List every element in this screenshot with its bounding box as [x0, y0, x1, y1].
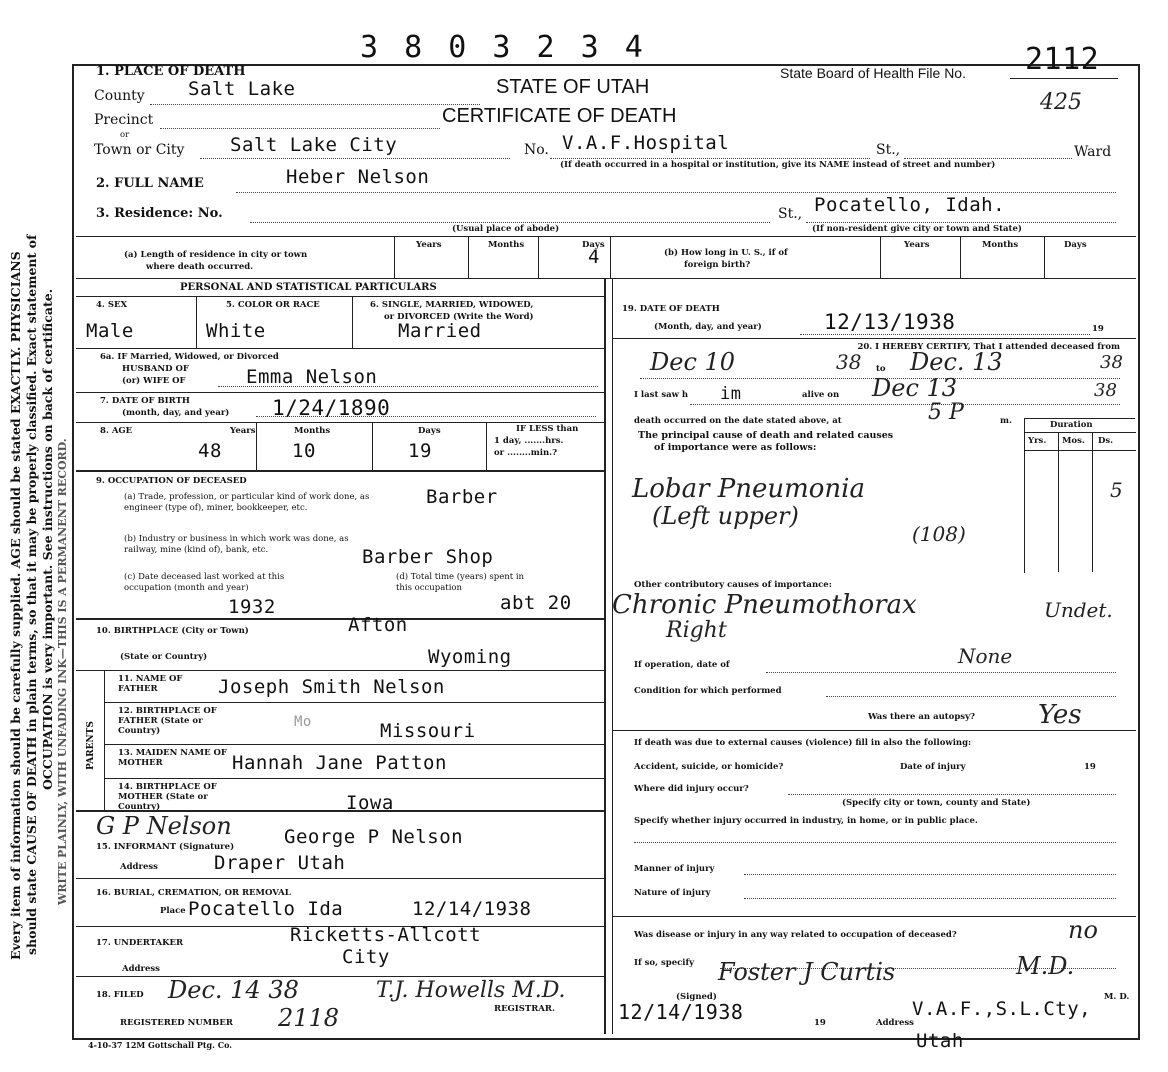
res-years-label: Years	[416, 240, 442, 250]
file-number: 2112	[1025, 42, 1100, 77]
informant-label: 15. INFORMANT (Signature)	[96, 842, 235, 852]
attended-from: Dec 10	[650, 348, 736, 376]
certificate-title: CERTIFICATE OF DEATH	[442, 105, 677, 127]
dod-value: 12/13/1938	[824, 310, 956, 334]
marital-label-b: or DIVORCED (Write the Word)	[384, 312, 534, 322]
dob-label-b: (month, day, and year)	[122, 408, 230, 418]
dob-value: 1/24/1890	[272, 396, 391, 420]
physician-address-value: V.A.F.,S.L.Cty,	[912, 998, 1092, 1020]
birth-state-value: Wyoming	[428, 646, 512, 668]
date-injury-label: Date of injury	[900, 762, 966, 772]
residence-st-label: St.,	[778, 206, 803, 222]
occupation-heading: 9. OCCUPATION OF DECEASED	[96, 476, 247, 486]
where-label: Where did injury occur?	[634, 784, 749, 794]
residence-label: 3. Residence: No.	[96, 206, 223, 221]
signed-label: (Signed)	[676, 992, 717, 1002]
age-days-label: Days	[418, 426, 441, 436]
external-label: If death was due to external causes (violence) fill in also the following:	[634, 738, 972, 748]
local-number: 425	[1040, 90, 1082, 115]
undertaker-value: Ricketts-Allcott	[290, 924, 482, 946]
cause-days: 5	[1110, 478, 1123, 502]
no-label: No.	[524, 142, 549, 158]
last-saw-label: I last saw h	[634, 390, 689, 400]
spouse-value: Emma Nelson	[246, 366, 378, 388]
physician-state-value: Utah	[916, 1030, 964, 1052]
father-birthplace-label: 12. BIRTHPLACE OF FATHER (State or Country)	[118, 706, 217, 736]
birthplace-label: 10. BIRTHPLACE (City or Town)	[96, 626, 249, 636]
age-months-value: 10	[292, 440, 316, 462]
occupation-d-label: (d) Total time (years) spent in this occupation	[396, 572, 525, 593]
birth-state-label: (State or Country)	[120, 652, 208, 662]
accident-label: Accident, suicide, or homicide?	[634, 762, 784, 772]
cause-label-a: The principal cause of death and related causes	[638, 430, 894, 441]
dod-label-a: 19. DATE OF DEATH	[622, 304, 720, 314]
contrib-value-b: Right	[666, 618, 727, 643]
usual-abode-label: (Usual place of abode)	[452, 224, 560, 234]
burial-label: 16. BURIAL, CREMATION, OR REMOVAL	[96, 888, 291, 898]
age-days-value: 19	[408, 440, 432, 462]
alive-on-value: Dec 13	[872, 374, 958, 402]
dod-label-b: (Month, day, and year)	[654, 322, 762, 332]
town-label: Town or City	[94, 142, 185, 158]
birth-city-value: Afton	[348, 614, 408, 636]
contrib-label: Other contributory causes of importance:	[634, 580, 832, 590]
hospital-value: V.A.F.Hospital	[562, 132, 730, 154]
st-label: St.,	[876, 142, 901, 158]
res-months-label: Months	[488, 240, 525, 250]
spouse-label-c: (or) WIFE OF	[122, 376, 186, 386]
place-of-death-heading: 1. PLACE OF DEATH	[96, 64, 246, 79]
to-label: to	[876, 364, 886, 374]
physician-suffix: M.D.	[1016, 952, 1075, 980]
last-worked-value: 1932	[228, 596, 276, 618]
burial-value: Pocatello Ida	[188, 898, 344, 920]
state-title: STATE OF UTAH	[496, 76, 650, 98]
operation-value: None	[958, 644, 1013, 668]
signed-date: 12/14/1938	[618, 1000, 744, 1024]
how-long-b: foreign birth?	[684, 260, 751, 270]
undertaker-label: 17. UNDERTAKER	[96, 938, 184, 948]
spouse-label-b: HUSBAND OF	[122, 364, 189, 374]
registered-number-label: REGISTERED NUMBER	[120, 1018, 233, 1028]
attended-to-year: 38	[1100, 352, 1123, 373]
death-time-label: death occurred on the date stated above, at	[634, 416, 842, 426]
marital-label-a: 6. SINGLE, MARRIED, WIDOWED,	[370, 300, 534, 310]
manner-label: Manner of injury	[634, 864, 715, 874]
sex-value: Male	[86, 320, 134, 342]
autopsy-label: Was there an autopsy?	[868, 712, 975, 722]
last-saw-value: im	[720, 384, 742, 404]
undertaker-address-value: City	[342, 946, 390, 968]
mother-birthplace-label: 14. BIRTHPLACE OF MOTHER (State or Country)	[118, 782, 217, 812]
father-birthplace-value: Missouri	[380, 720, 476, 742]
cause-label-b: of importance were as follows:	[654, 442, 817, 453]
length-label-b: where death occurred.	[146, 262, 254, 272]
informant-value: George P Nelson	[284, 826, 464, 848]
county-value: Salt Lake	[188, 78, 296, 100]
informant-address-value: Draper Utah	[214, 852, 346, 874]
industry-value: Barber Shop	[362, 546, 494, 568]
spouse-label-a: 6a. IF Married, Widowed, or Divorced	[100, 352, 279, 362]
if-so-label: If so, specify	[634, 958, 695, 968]
how-long-a: (b) How long in U. S., if of	[664, 248, 788, 258]
serial-number: 3 8 0 3 2 3 4	[360, 30, 647, 65]
registered-number-value: 2118	[278, 1004, 340, 1032]
age-months-label: Months	[294, 426, 331, 436]
registrar-signature: T.J. Howells M.D.	[376, 978, 566, 1003]
full-name-value: Heber Nelson	[286, 166, 430, 188]
mother-label: 13. MAIDEN NAME OF MOTHER	[118, 748, 227, 768]
duration-ds: Ds.	[1098, 436, 1114, 446]
occ-related-label: Was disease or injury in any way related to occupation of deceased?	[634, 930, 957, 940]
cause-primary: Lobar Pneumonia	[632, 474, 865, 504]
duration-label: Duration	[1050, 420, 1093, 430]
duration-mos: Mos.	[1062, 436, 1085, 446]
instruction-line-4: WRITE PLAINLY, WITH UNFADING INK—THIS IS A PERMANENT RECORD.	[56, 438, 69, 905]
occupation-c-label: (c) Date deceased last worked at this occupation (month and year)	[124, 572, 285, 593]
ward-label: Ward	[1074, 144, 1112, 160]
town-value: Salt Lake City	[230, 134, 398, 156]
autopsy-value: Yes	[1038, 700, 1082, 730]
informant-signature: G P Nelson	[96, 812, 232, 840]
father-value: Joseph Smith Nelson	[218, 676, 445, 698]
m-label: m.	[1000, 416, 1012, 426]
occupation-a-label: (a) Trade, profession, or particular kind of work done, as engineer (type of), miner, bookkeeper, etc.	[124, 492, 370, 513]
full-name-label: 2. FULL NAME	[96, 176, 204, 191]
cause-primary-detail: (Left upper)	[652, 502, 799, 530]
specify-city-label: (Specify city or town, county and State)	[842, 798, 1031, 808]
filed-label: 18. FILED	[96, 990, 144, 1000]
if-less-a: IF LESS than	[516, 424, 579, 434]
condition-label: Condition for which performed	[634, 686, 782, 696]
board-label: State Board of Health File No.	[780, 65, 966, 81]
res-days-value: 4	[588, 246, 600, 268]
county-label: County	[94, 88, 145, 104]
dob-label-a: 7. DATE OF BIRTH	[100, 396, 190, 406]
personal-heading: PERSONAL AND STATISTICAL PARTICULARS	[180, 282, 437, 293]
injury-year-suffix: 19	[1084, 762, 1096, 772]
instruction-line-3: OCCUPATION is very important. See instructions on back of certificate.	[40, 288, 55, 790]
cause-code: (108)	[912, 522, 966, 546]
alive-year: 38	[1094, 380, 1117, 401]
length-label-a: (a) Length of residence in city or town	[124, 250, 308, 260]
nonresident-label: (If non-resident give city or town and State)	[812, 224, 1022, 234]
contrib-duration: Undet.	[1044, 598, 1113, 622]
residence-value: Pocatello, Idah.	[814, 194, 1006, 216]
dod-year-suffix: 19	[1092, 324, 1104, 334]
instruction-line-2: should state CAUSE OF DEATH in plain terms, so that it may be properly classified. Exact statement of	[24, 234, 39, 955]
fb-years-label: Years	[904, 240, 930, 250]
if-less-c: or ........min.?	[494, 448, 558, 458]
mother-birthplace-value: Iowa	[346, 792, 394, 814]
filed-date: Dec. 14 38	[168, 976, 299, 1004]
color-label: 5. COLOR OR RACE	[226, 300, 320, 310]
instruction-line-1: Every item of information should be carefully supplied. AGE should be stated EXACTLY. PHYSICIANS	[8, 251, 23, 960]
burial-place-label: Place	[160, 906, 186, 916]
attended-from-year: 38	[836, 350, 862, 374]
burial-date-value: 12/14/1938	[412, 898, 532, 920]
physician-signature: Foster J Curtis	[718, 958, 896, 986]
sex-label: 4. SEX	[96, 300, 128, 310]
physician-address-label: Address	[876, 1018, 914, 1028]
occupation-value: Barber	[426, 486, 498, 508]
mother-value: Hannah Jane Patton	[232, 752, 447, 774]
father-label: 11. NAME OF FATHER	[118, 674, 183, 694]
if-less-b: 1 day, .......hrs.	[494, 436, 564, 446]
precinct-label: Precinct	[94, 112, 154, 128]
industry-injury-label: Specify whether injury occurred in industry, in home, or in public place.	[634, 816, 978, 826]
age-years-label: Years	[230, 426, 256, 436]
marital-value: Married	[398, 320, 482, 342]
md-label: M. D.	[1104, 992, 1130, 1002]
occ-related-value: no	[1068, 916, 1098, 944]
or-label: or	[120, 130, 130, 140]
fb-days-label: Days	[1064, 240, 1087, 250]
undertaker-address-label: Address	[122, 964, 160, 974]
certify-label: 20. I HEREBY CERTIFY, That I attended deceased from	[857, 342, 1120, 352]
attended-to: Dec. 13	[910, 348, 1003, 376]
alive-label: alive on	[802, 390, 840, 400]
age-years-value: 48	[198, 440, 222, 462]
fb-months-label: Months	[982, 240, 1019, 250]
duration-yrs: Yrs.	[1028, 436, 1047, 446]
parents-label: PARENTS	[86, 721, 96, 770]
age-label: 8. AGE	[100, 426, 133, 436]
res-days-label: Days	[582, 240, 605, 250]
form-footer: 4-10-37 12M Gottschall Ptg. Co.	[88, 1040, 233, 1050]
father-birthplace-faint: Mo	[294, 714, 312, 730]
nature-label: Nature of injury	[634, 888, 711, 898]
occupation-b-label: (b) Industry or business in which work was done, as railway, mine (kind of), bank, etc.	[124, 534, 349, 555]
death-time-value: 5 P	[928, 400, 964, 425]
total-time-value: abt 20	[500, 592, 572, 614]
informant-address-label: Address	[120, 862, 158, 872]
signed-year-suffix: 19	[814, 1018, 826, 1028]
color-value: White	[206, 320, 266, 342]
registrar-label: REGISTRAR.	[494, 1004, 555, 1014]
operation-label: If operation, date of	[634, 660, 730, 670]
hospital-note: (If death occurred in a hospital or institution, give its NAME instead of street and number)	[560, 160, 996, 170]
contrib-value: Chronic Pneumothorax	[612, 590, 917, 620]
